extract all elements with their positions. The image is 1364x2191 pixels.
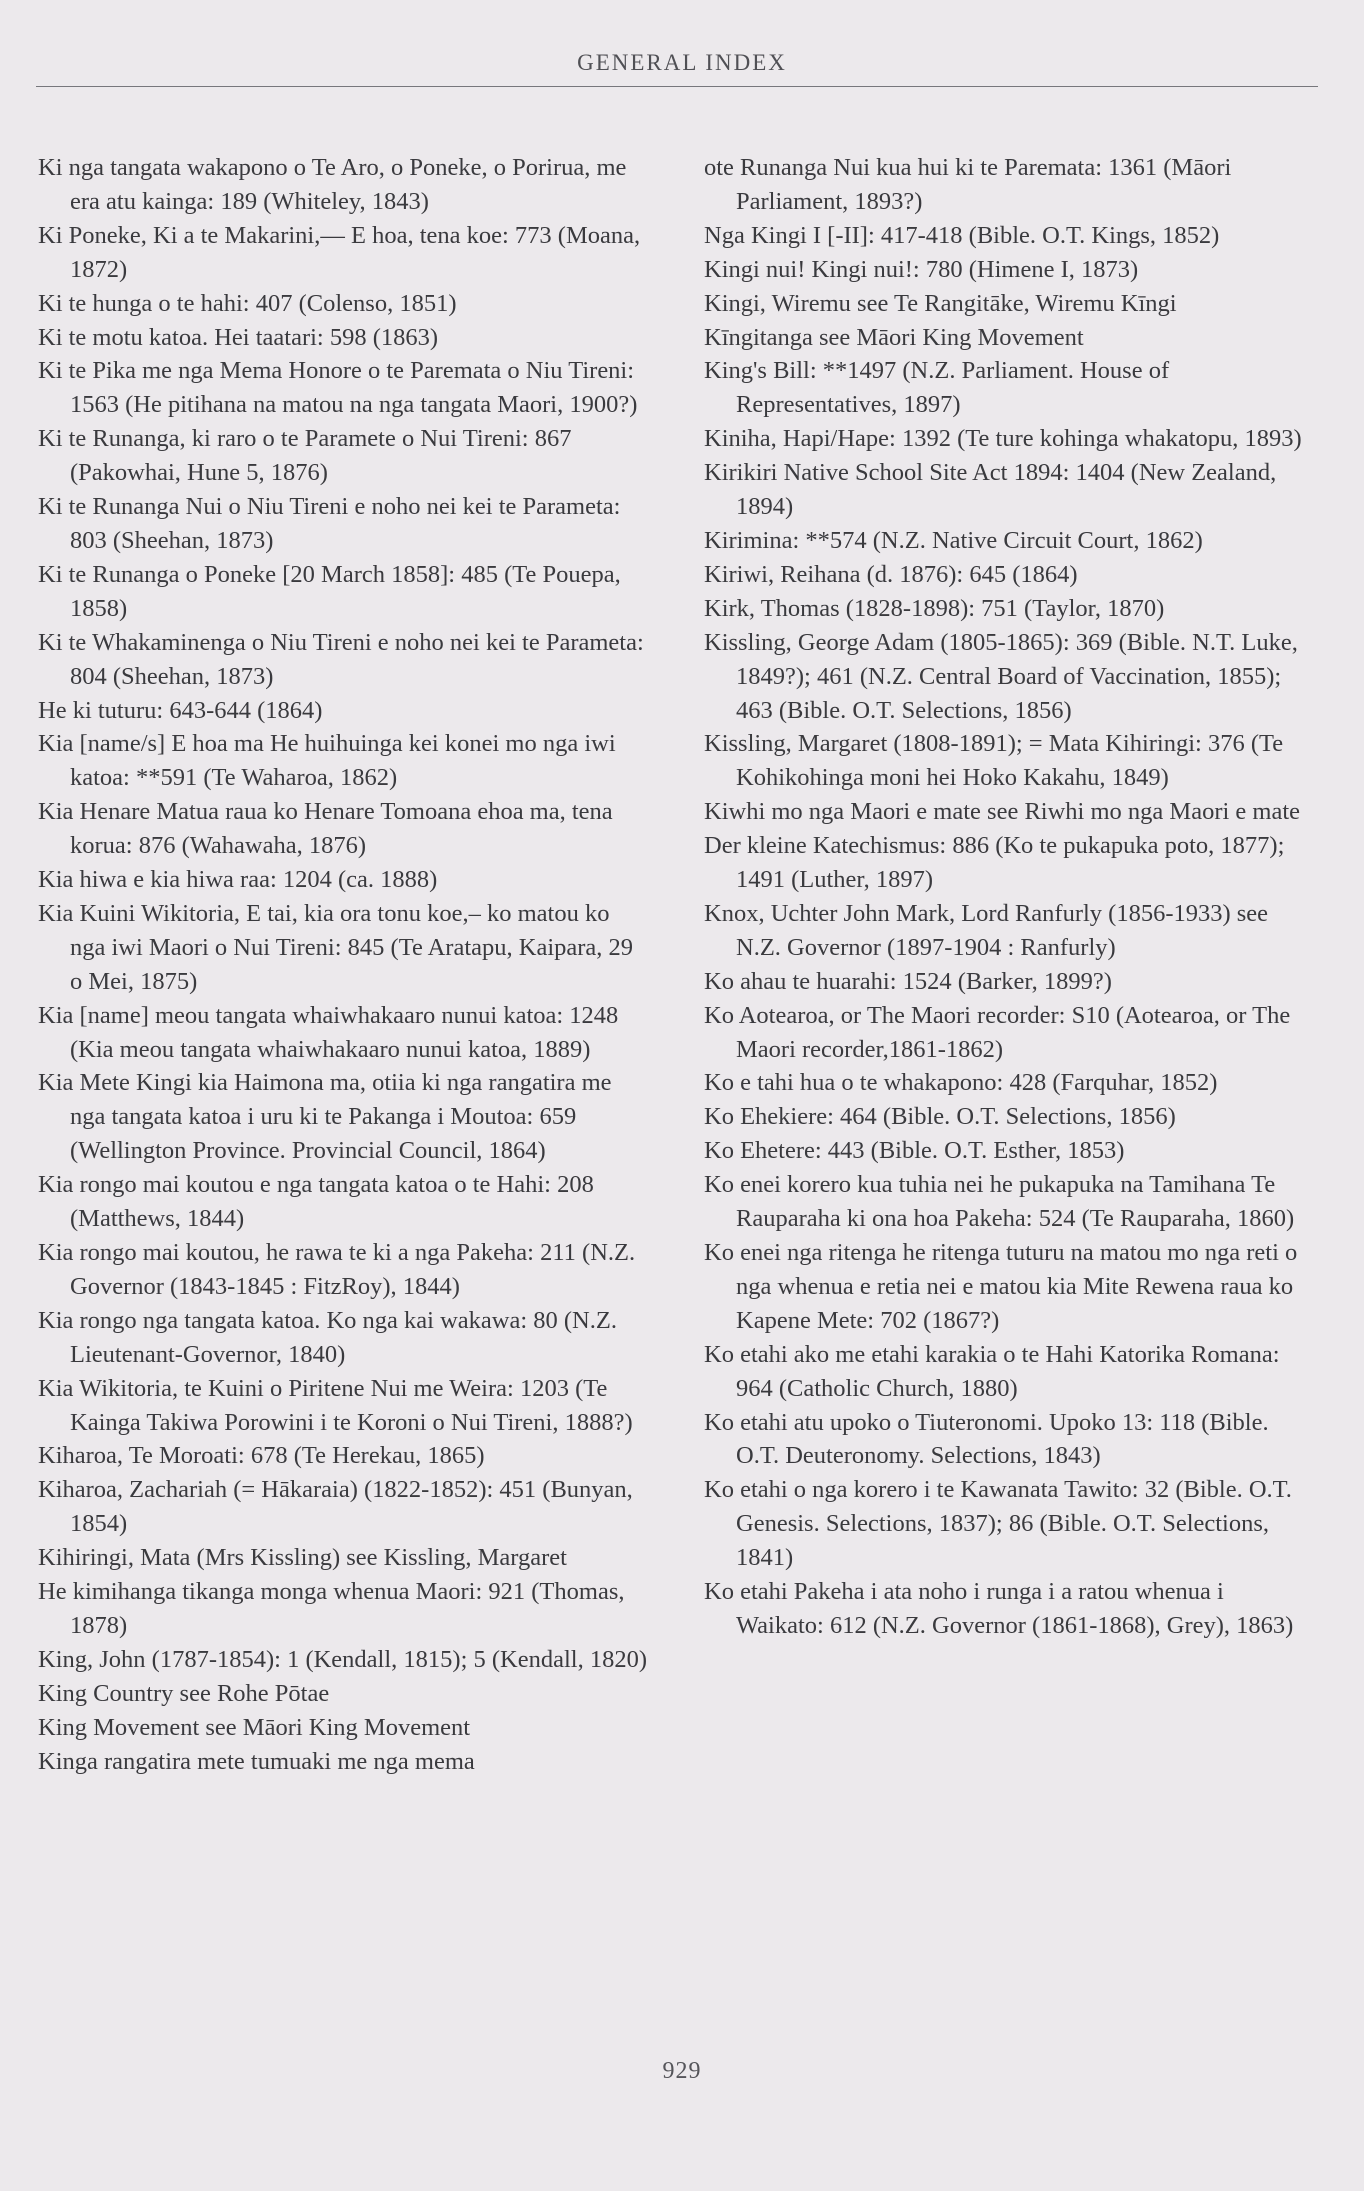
- index-entry: Ko Ehekiere: 464 (Bible. O.T. Selections, 1856): [704, 1103, 1176, 1131]
- index-entry: Ko etahi atu upoko o Tiuteronomi. Upoko 13: 118 (Bible. O.T. Deuteronomy. Selections, 1843): [704, 1408, 1269, 1470]
- index-entry: Kia Kuini Wikitoria, E tai, kia ora tonu koe,– ko matou ko nga iwi Maori o Nui Tireni: 845 (Te Aratapu, Kaipara, 29 o Mei, 1875): [38, 899, 634, 995]
- index-entry: Kia rongo nga tangata katoa. Ko nga kai wakawa: 80 (N.Z. Lieutenant-Governor, 1840): [38, 1306, 617, 1368]
- index-entry: Kīngitanga see Māori King Movement: [704, 323, 1084, 351]
- index-entry: Ki te Pika me nga Mema Honore o te Paremata o Niu Tireni: 1563 (He pitihana na matou na nga tangata Maori, 1900?): [38, 357, 638, 419]
- index-entry: Ki Poneke, Ki a te Makarini,— E hoa, tena koe: 773 (Moana, 1872): [38, 221, 641, 283]
- index-entry: Nga Kingi I [-II]: 417-418 (Bible. O.T. Kings, 1852): [704, 221, 1220, 249]
- index-entry: Ko Aotearoa, or The Maori recorder: S10 (Aotearoa, or The Maori recorder,1861-1862): [704, 1001, 1291, 1063]
- index-entry: Ko Ehetere: 443 (Bible. O.T. Esther, 1853): [704, 1137, 1125, 1165]
- index-entry: Ko e tahi hua o te whakapono: 428 (Farquhar, 1852): [704, 1069, 1218, 1097]
- index-entry: ote Runanga Nui kua hui ki te Paremata: 1361 (Māori Parliament, 1893?): [704, 154, 1232, 215]
- index-entry: Kingi nui! Kingi nui!: 780 (Himene I, 1873): [704, 255, 1139, 283]
- index-entry: King, John (1787-1854): 1 (Kendall, 1815); 5 (Kendall, 1820): [38, 1645, 647, 1673]
- index-entry: Kissling, Margaret (1808-1891); = Mata Kihiringi: 376 (Te Kohikohinga moni hei Hoko Kakahu, 1849): [704, 730, 1284, 792]
- index-entry: Ki te Runanga Nui o Niu Tireni e noho nei kei te Parameta: 803 (Sheehan, 1873): [38, 493, 621, 554]
- index-entry: Ko etahi ako me etahi karakia o te Hahi Katorika Romana: 964 (Catholic Church, 1880): [704, 1340, 1280, 1402]
- index-entry: Ko enei nga ritenga he ritenga tuturu na matou mo nga reti o nga whenua e retia nei e matou kia Mite Rewena raua ko Kapene Mete: 702 (1867?): [704, 1239, 1298, 1334]
- index-entry: Kia rongo mai koutou, he rawa te ki a nga Pakeha: 211 (N.Z. Governor (1843-1845 : FitzRoy), 1844): [38, 1239, 636, 1300]
- index-entry: King Country see Rohe Pōtae: [38, 1679, 330, 1707]
- index-entry: Kissling, George Adam (1805-1865): 369 (Bible. N.T. Luke, 1849?); 461 (N.Z. Central Board of Vaccination, 1855); 463 (Bible. O.T. Selections, 1856): [704, 628, 1298, 724]
- index-entry: Kia [name] meou tangata whaiwhakaaro nunui katoa: 1248 (Kia meou tangata whaiwhakaaro nunui katoa, 1889): [38, 1001, 619, 1063]
- running-header: GENERAL INDEX: [577, 50, 787, 75]
- index-entry: Ko ahau te huarahi: 1524 (Barker, 1899?): [704, 967, 1112, 995]
- index-entry: Kirk, Thomas (1828-1898): 751 (Taylor, 1870): [704, 594, 1165, 622]
- index-entry: Kihiringi, Mata (Mrs Kissling) see Kissling, Margaret: [38, 1544, 567, 1572]
- index-column-right: [704, 151, 1316, 1643]
- index-entry: Kia hiwa e kia hiwa raa: 1204 (ca. 1888): [38, 866, 438, 894]
- index-entry: Ki te motu katoa. Hei taatari: 598 (1863): [38, 323, 439, 351]
- index-entry: Ko enei korero kua tuhia nei he pukapuka na Tamihana Te Rauparaha ki ona hoa Pakeha: 524 (Te Rauparaha, 1860): [704, 1171, 1295, 1233]
- index-entry: Ki te hunga o te hahi: 407 (Colenso, 1851): [38, 289, 457, 317]
- index-entry: Kingi, Wiremu see Te Rangitāke, Wiremu Kīngi: [704, 289, 1177, 317]
- index-entry: Kia Wikitoria, te Kuini o Piritene Nui me Weira: 1203 (Te Kainga Takiwa Porowini i te Koroni o Nui Tireni, 1888?): [38, 1374, 633, 1436]
- index-entry: Kinga rangatira mete tumuaki me nga mema: [38, 1747, 475, 1775]
- index-entry: Kiharoa, Zachariah (= Hākaraia) (1822-1852): 451 (Bunyan, 1854): [38, 1476, 633, 1538]
- header-rule: [36, 86, 1318, 87]
- index-entry: Ki te Runanga o Poneke [20 March 1858]: 485 (Te Pouepa, 1858): [38, 560, 621, 622]
- index-entry: Kiniha, Hapi/Hape: 1392 (Te ture kohinga whakatopu, 1893): [704, 425, 1302, 453]
- index-entry: Ko etahi o nga korero i te Kawanata Tawito: 32 (Bible. O.T. Genesis. Selections, 1837); 86 (Bible. O.T. Selections, 1841): [704, 1476, 1292, 1572]
- index-entry: He kimihanga tikanga monga whenua Maori: 921 (Thomas, 1878): [38, 1578, 625, 1639]
- index-entry: Kia Mete Kingi kia Haimona ma, otiia ki nga rangatira me nga tangata katoa i uru ki te Pakanga i Moutoa: 659 (Wellington Province. Provincial Council, 1864): [38, 1069, 612, 1165]
- index-entry: Kiriwi, Reihana (d. 1876): 645 (1864): [704, 560, 1078, 588]
- index-entry: Ki nga tangata wakapono o Te Aro, o Poneke, o Porirua, me era atu kainga: 189 (Whiteley, 1843): [38, 154, 627, 215]
- index-entry: Kia rongo mai koutou e nga tangata katoa o te Hahi: 208 (Matthews, 1844): [38, 1171, 594, 1233]
- page-number: 929: [662, 2058, 702, 2084]
- index-entry: Kia [name/s] E hoa ma He huihuinga kei konei mo nga iwi katoa: **591 (Te Waharoa, 1862): [38, 730, 616, 792]
- index-entry: Kirikiri Native School Site Act 1894: 1404 (New Zealand, 1894): [704, 459, 1277, 521]
- index-entry: Kia Henare Matua raua ko Henare Tomoana ehoa ma, tena korua: 876 (Wahawaha, 1876): [38, 798, 613, 860]
- index-entry: Der kleine Katechismus: 886 (Ko te pukapuka poto, 1877); 1491 (Luther, 1897): [704, 832, 1285, 894]
- index-entry: Kiharoa, Te Moroati: 678 (Te Herekau, 1865): [38, 1442, 485, 1470]
- index-column-left: [38, 151, 650, 1779]
- index-entry: Ki te Runanga, ki raro o te Paramete o Nui Tireni: 867 (Pakowhai, Hune 5, 1876): [38, 425, 572, 487]
- index-entry: He ki tuturu: 643-644 (1864): [38, 696, 323, 724]
- index-entry: Ki te Whakaminenga o Niu Tireni e noho nei kei te Parameta: 804 (Sheehan, 1873): [38, 628, 644, 690]
- index-entry: Kiwhi mo nga Maori e mate see Riwhi mo nga Maori e mate: [704, 798, 1301, 826]
- index-entry: Kirimina: **574 (N.Z. Native Circuit Court, 1862): [704, 526, 1203, 554]
- index-entry: Ko etahi Pakeha i ata noho i runga i a ratou whenua i Waikato: 612 (N.Z. Governor (1861-1868), Grey), 1863): [704, 1578, 1294, 1639]
- index-entry: King's Bill: **1497 (N.Z. Parliament. House of Representatives, 1897): [704, 357, 1170, 419]
- index-entry: King Movement see Māori King Movement: [38, 1713, 471, 1741]
- index-entry: Knox, Uchter John Mark, Lord Ranfurly (1856-1933) see N.Z. Governor (1897-1904 : Ranfurly): [704, 899, 1269, 961]
